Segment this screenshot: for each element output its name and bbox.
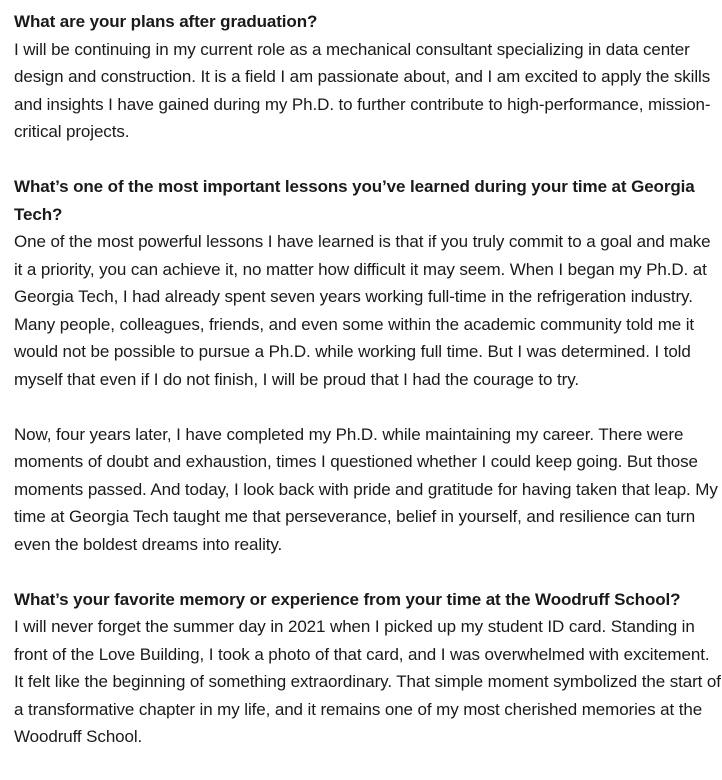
answer-lessons-paragraph-2: Now, four years later, I have completed my Ph.D. while maintaining my career. There were moments of doubt and exhaustion, times I questioned whether I could keep going. But those moments passed. And today, I look back with pride and gratitude for having taken that leap. My time at Georgia Tech taught me that perseverance, belief in yourself, and resilience can turn even the boldest dreams into reality. [14,424,718,554]
question-favorite-memory: What’s your favorite memory or experience from your time at the Woodruff School? [14,589,681,609]
paragraph-spacer [14,558,722,586]
answer-lessons-paragraph-1: One of the most powerful lessons I have learned is that if you truly commit to a goal and make it a priority, you can achieve it, no matter how difficult it may seem. When I began my Ph.D. at Georgia Tech, I had already spent seven years working full-time in the refrigeration industry. Many people, colleagues, friends, and even some within the academic community told me it would not be possible to pursue a Ph.D. while working full time. But I was determined. I told myself that even if I do not finish, I will be proud that I had the courage to try. [14,232,711,389]
answer-favorite-memory: I will never forget the summer day in 2021 when I picked up my student ID card. Standing in front of the Love Building, I took a photo of that card, and I was overwhelmed with excitement. It felt like the beginning of something extraordinary. That simple moment symbolized the start of a transformative chapter in my life, and it remains one of my most cherished memories at the Woodruff School. [14,617,721,746]
paragraph-spacer [14,393,722,421]
answer-plans: I will be continuing in my current role as a mechanical consultant specializing in data center design and construction. It is a field I am passionate about, and I am excited to apply the skills and insights I have gained during my Ph.D. to further contribute to high-performance, mission-critical projects. [14,39,711,141]
question-lessons: What’s one of the most important lessons you’ve learned during your time at Georgia Tech? [14,177,695,224]
question-plans: What are your plans after graduation? [14,12,318,31]
paragraph-spacer [14,146,722,174]
